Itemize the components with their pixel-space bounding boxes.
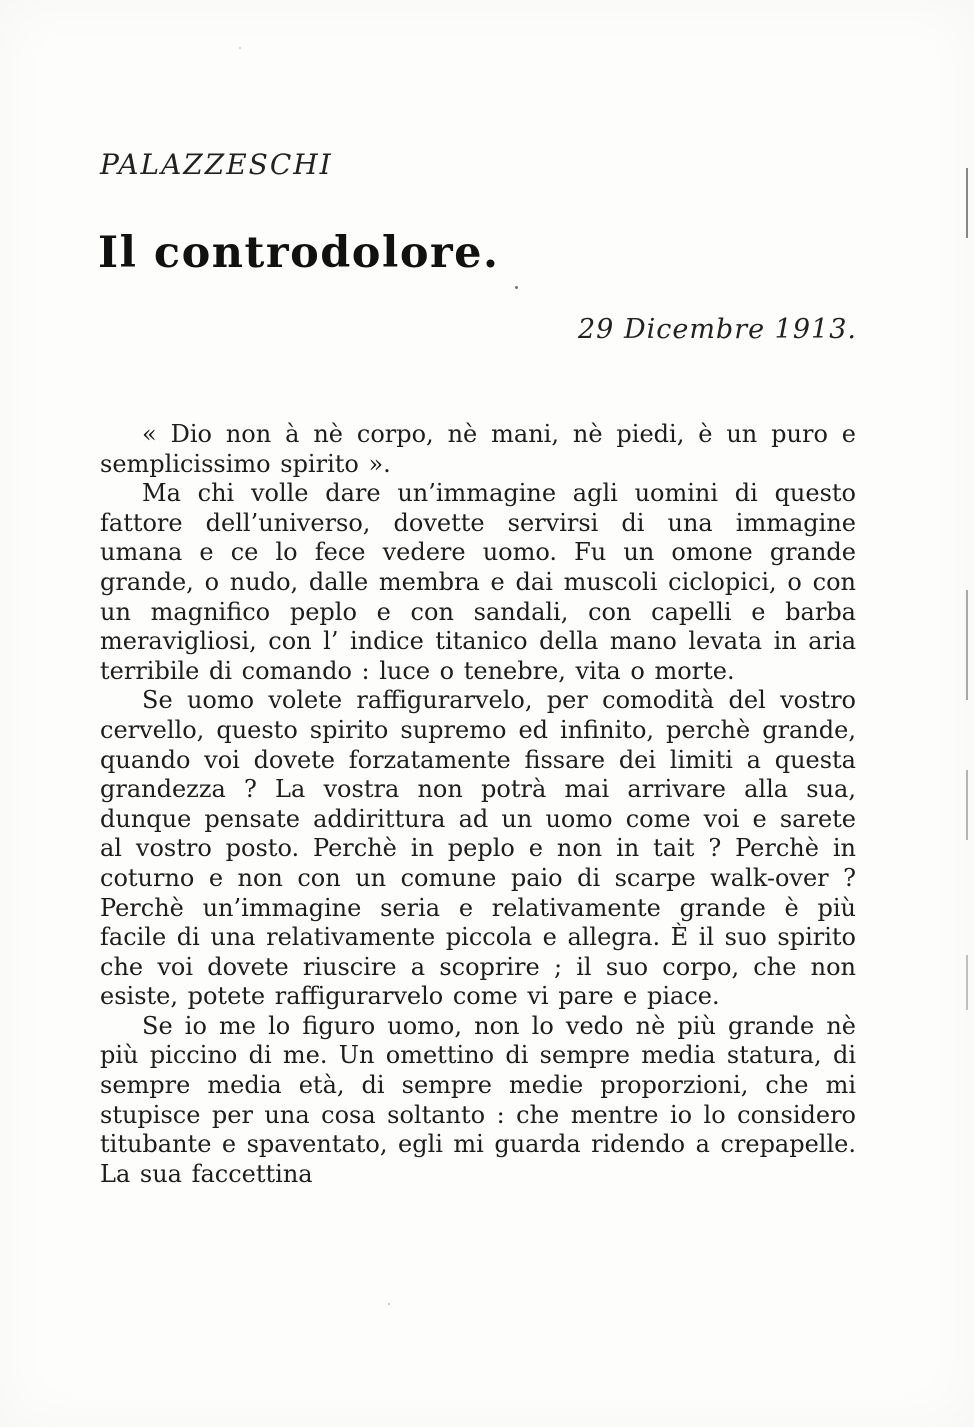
scan-edge-artifact bbox=[966, 168, 968, 238]
paragraph: Se uomo volete raffigurarvelo, per comodità del vostro cervello, questo spirito supremo ed infinito, perchè grande, quando voi dovete forzatamente fissare dei limiti a questa grandezza ? La vostra non potrà mai arrivare alla sua, dunque pensate addirittura ad un uomo come voi e sarete al vostro posto. Perchè in peplo e non in tait ? Perchè in coturno e non con un comune paio di scarpe walk-over ? Perchè un’immagine seria e relativamente grande è più facile di una relativamente piccola e allegra. È il suo spirito che voi dovete riuscire a scoprire ; il suo corpo, che non esiste, potete raffigurarvelo come vi pare e piace. bbox=[100, 686, 856, 1011]
scan-edge-artifact bbox=[966, 770, 968, 840]
page-title: Il controdolore. bbox=[98, 228, 500, 278]
paragraph: Se io me lo figuro uomo, non lo vedo nè più grande nè più piccino di me. Un omettino di sempre media statura, di sempre media età, di sempre medie proporzioni, che mi stupisce per una cosa soltanto : che mentre io lo considero titubante e spaventato, egli mi guarda ridendo a crepapelle. La sua faccettina bbox=[100, 1011, 856, 1188]
scan-speck-artifact bbox=[239, 47, 241, 49]
scan-speck-artifact bbox=[515, 286, 518, 289]
paragraph: « Dio non à nè corpo, nè mani, nè piedi, è un puro e semplicissimo spirito ». bbox=[100, 420, 856, 478]
body-text bbox=[100, 420, 856, 1189]
paragraph: Ma chi volle dare un’immagine agli uomini di questo fattore dell’universo, dovette servirsi di una immagine umana e ce lo fece vedere uomo. Fu un omone grande grande, o nudo, dalle membra e dai muscoli ciclopici, o con un magnifico peplo e con sandali, con capelli e barba meravigliosi, con l’ indice titanico della mano levata in aria terribile di comando : luce o tenebre, vita o morte. bbox=[100, 479, 856, 685]
scan-edge-artifact bbox=[966, 955, 968, 1010]
scan-edge-artifact bbox=[966, 590, 968, 700]
scan-speck-artifact bbox=[388, 1303, 390, 1305]
author-heading: PALAZZESCHI bbox=[100, 148, 333, 181]
date-line: 29 Dicembre 1913. bbox=[578, 314, 857, 345]
